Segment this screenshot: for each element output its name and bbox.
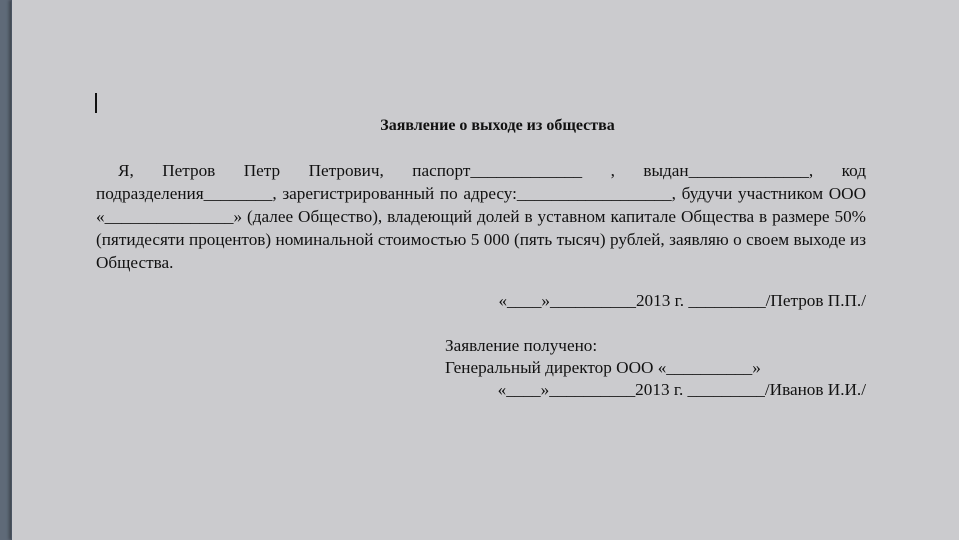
document-page[interactable]: [12, 0, 959, 540]
received-label: Заявление получено:: [445, 336, 598, 355]
text-cursor: [95, 93, 97, 113]
applicant-signature-line: «____»__________2013 г. _________/Петров П.П./: [498, 291, 866, 310]
director-signature-line: «____»__________2013 г. _________/Иванов И.И./: [497, 380, 866, 399]
document-body: Я, Петров Петр Петрович, паспорт_____________ , выдан______________, код подразделения________, зарегистрированный по адресу:__________________, будучи участником ООО «_______________» (далее Общество), владеющий долей в уставном капитале Общества в размере 50% (пятидесяти процентов) номинальной стоимостью 5 000 (пять тысяч) рублей, заявляю о своем выходе из Общества.: [96, 161, 866, 272]
document-title: Заявление о выходе из общества: [380, 117, 615, 134]
director-line: Генеральный директор ООО «__________»: [445, 358, 761, 377]
